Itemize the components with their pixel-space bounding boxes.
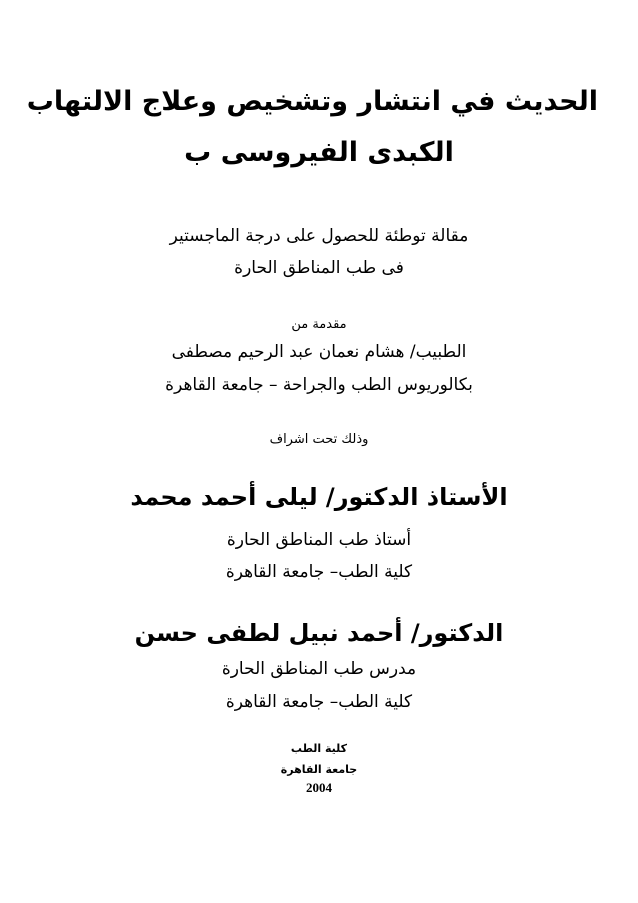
thesis-purpose: مقالة توطئة للحصول على درجة الماجستير <box>169 226 469 246</box>
candidate-name: الطبيب/ هشام نعمان عبد الرحيم مصطفى <box>171 342 467 362</box>
thesis-specialty: فى طب المناطق الحارة <box>234 258 404 278</box>
title-line-2: الكبدى الفيروسى ب <box>184 137 454 168</box>
candidate-degree: بكالوريوس الطب والجراحة – جامعة القاهرة <box>165 375 473 395</box>
footer-year: 2004 <box>306 780 332 795</box>
footer-faculty: كلية الطب <box>290 742 348 755</box>
supervisor-2-faculty: كلية الطب– جامعة القاهرة <box>225 692 413 712</box>
footer-university: جامعة القاهرة <box>280 763 358 776</box>
supervision-label: وذلك تحت اشراف <box>269 432 369 447</box>
supervisor-2-position: مدرس طب المناطق الحارة <box>221 659 417 679</box>
supervisor-2-name: الدكتور/ أحمد نبيل لطفى حسن <box>134 619 504 647</box>
presented-by-label: مقدمة من <box>291 317 347 332</box>
supervisor-1-name: الأستاذ الدكتور/ ليلى أحمد محمد <box>130 483 508 511</box>
title-line-1: الحديث في انتشار وتشخيص وعلاج الالتهاب <box>26 86 598 117</box>
supervisor-1-position: أستاذ طب المناطق الحارة <box>226 530 412 550</box>
supervisor-1-faculty: كلية الطب– جامعة القاهرة <box>225 562 413 582</box>
